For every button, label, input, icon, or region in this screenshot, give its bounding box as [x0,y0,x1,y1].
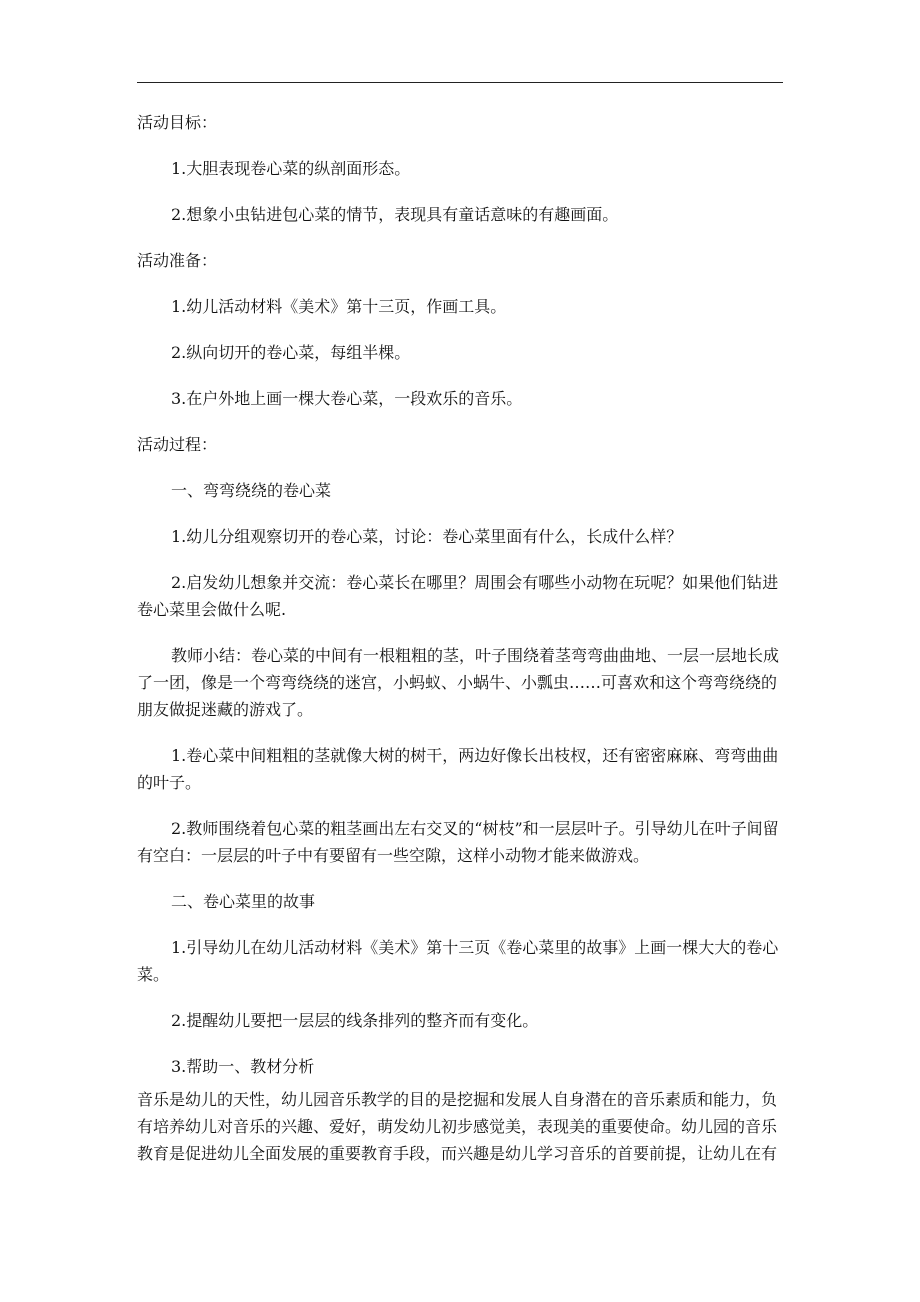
teacher-summary: 教师小结：卷心菜的中间有一根粗粗的茎，叶子围绕着茎弯弯曲曲地、一层一层地长成了一团，像是一个弯弯绕绕的迷宫，小蚂蚁、小蜗牛、小瓢虫……可喜欢和这个弯弯绕绕的朋友做捉迷藏的游戏了。 [137,646,780,719]
preparation-item-3: 3.在户外地上画一棵大卷心菜，一段欢乐的音乐。 [171,389,523,408]
section-heading-preparation: 活动准备： [137,251,218,270]
process-item-2: 2.启发幼儿想象并交流：卷心菜长在哪里？周围会有哪些小动物在玩呢？如果他们钻进卷心菜里会做什么呢. [137,573,779,619]
process-part-2-item-1: 1.引导幼儿在幼儿活动材料《美术》第十三页《卷心菜里的故事》上画一棵大大的卷心菜。 [137,938,779,984]
process-part-1-heading: 一、弯弯绕绕的卷心菜 [171,481,332,500]
process-item-1: 1.幼儿分组观察切开的卷心菜，讨论：卷心菜里面有什么，长成什么样？ [171,527,683,546]
goal-item-2: 2.想象小虫钻进包心菜的情节，表现具有童话意味的有趣画面。 [171,205,619,224]
document-body [137,109,783,1167]
preparation-item-2: 2.纵向切开的卷心菜，每组半棵。 [171,343,411,362]
preparation-item-1: 1.幼儿活动材料《美术》第十三页，作画工具。 [171,297,507,316]
analysis-paragraph: 音乐是幼儿的天性，幼儿园音乐教学的目的是挖掘和发展人自身潜在的音乐素质和能力，负有培养幼儿对音乐的兴趣、爱好，萌发幼儿初步感觉美，表现美的重要使命。幼儿园的音乐教育是促进幼儿全面发展的重要教育手段，而兴趣是幼儿学习音乐的首要前提，让幼儿在有 [137,1090,778,1163]
section-heading-process: 活动过程： [137,435,218,454]
process-part-2-item-3: 3.帮助一、教材分析 [171,1057,315,1076]
goal-item-1: 1.大胆表现卷心菜的纵剖面形态。 [171,159,411,178]
section-heading-goals: 活动目标： [137,113,218,132]
process-part-2-item-2: 2.提醒幼儿要把一层层的线条排列的整齐而有变化。 [171,1011,539,1030]
process-part-2-heading: 二、卷心菜里的故事 [171,892,316,911]
drawing-step-2: 2.教师围绕着包心菜的粗茎画出左右交叉的“树枝”和一层层叶子。引导幼儿在叶子间留有空白：一层层的叶子中有要留有一些空隙，这样小动物才能来做游戏。 [137,819,779,865]
drawing-step-1: 1.卷心菜中间粗粗的茎就像大树的树干，两边好像长出枝杈，还有密密麻麻、弯弯曲曲的叶子。 [137,746,779,792]
header-rule [137,82,783,83]
